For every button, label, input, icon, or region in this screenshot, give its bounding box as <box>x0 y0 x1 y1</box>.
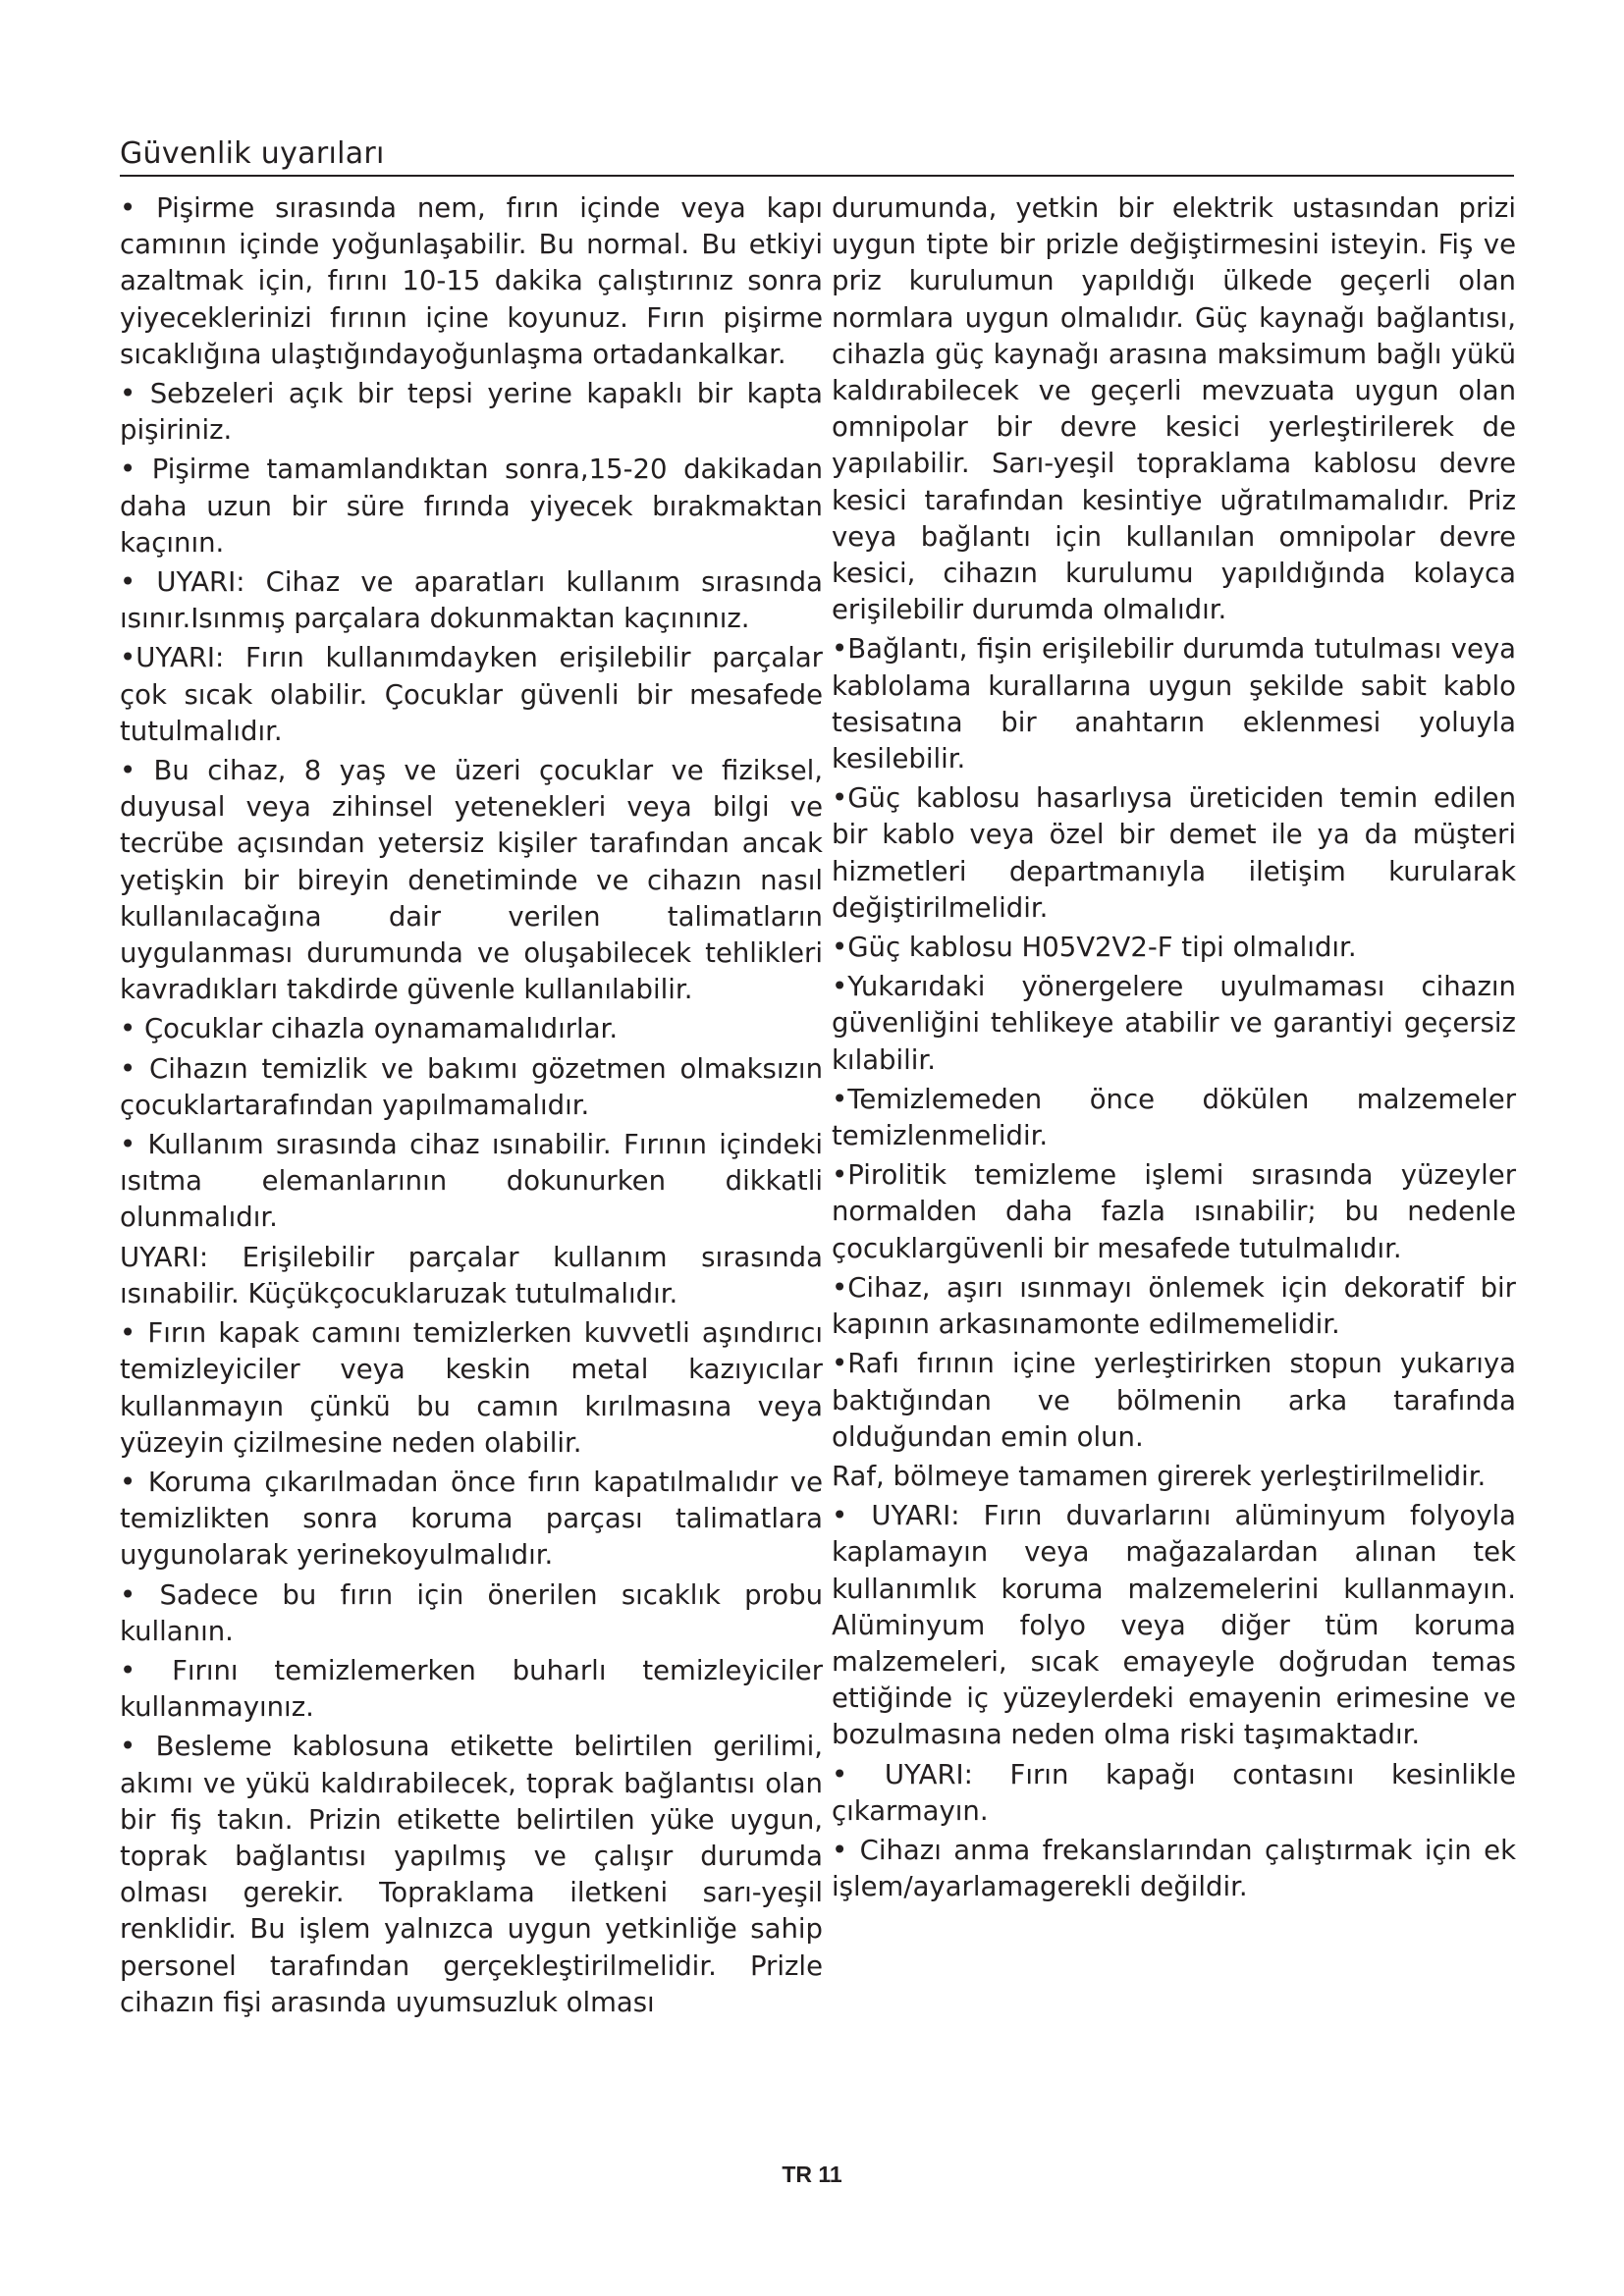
paragraph: • Sebzeleri açık bir tepsi yerine kapaklı bir kapta pişiriniz. <box>120 378 823 447</box>
paragraph: • Cihazı anma frekanslarından çalıştırmak için ek işlem/ayarlamagerekli değildir. <box>832 1834 1516 1903</box>
paragraph: •Temizlemeden önce dökülen malzemeler temizlenmelidir. <box>832 1083 1516 1152</box>
paragraph: • Koruma çıkarılmadan önce fırın kapatılmalıdır ve temizlikten sonra koruma parçası talimatlara uygunolarak yerinekoyulmalıdır. <box>120 1466 823 1572</box>
paragraph: •Rafı fırının içine yerleştirirken stopun yukarıya baktığından ve bölmenin arka tarafında olduğundan emin olun. <box>832 1348 1516 1453</box>
paragraph: •Yukarıdaki yönergelere uyulmaması cihazın güvenliğini tehlikeye atabilir ve garantiyi geçersiz kılabilir. <box>832 971 1516 1076</box>
paragraph: •UYARI: Fırın kullanımdayken erişilebilir parçalar çok sıcak olabilir. Çocuklar güvenli bir mesafede tutulmalıdır. <box>120 642 823 747</box>
section-title: Güvenlik uyarıları <box>120 136 385 171</box>
paragraph: •Pirolitik temizleme işlemi sırasında yüzeyler normalden daha fazla ısınabilir; bu nedenle çocuklargüvenli bir mesafede tutulmalıdır. <box>832 1159 1516 1264</box>
paragraph: •Bağlantı, fişin erişilebilir durumda tutulması veya kablolama kurallarına uygun şekilde sabit kablo tesisatına bir anahtarın eklenmesi yoluyla kesilebilir. <box>832 633 1516 775</box>
paragraph: •Güç kablosu H05V2V2-F tipi olmalıdır. <box>832 932 1357 964</box>
page-header <box>120 135 1514 177</box>
paragraph: durumunda, yetkin bir elektrik ustasından prizi uygun tipte bir prizle değiştirmesini isteyin. Fiş ve priz kurulumun yapıldığı ülkede geçerli olan normlara uygun olmalıdır. Güç kaynağı bağlantısı, cihazla güç kaynağı arasına maksimum bağlı yükü kaldırabilecek ve geçerli mevzuata uygun olan omnipolar bir devre kesici yerleştirilerek de yapılabilir. Sarı-yeşil topraklama kablosu devre kesici tarafından kesintiye uğratılmamalıdır. Priz veya bağlantı için kullanılan omnipolar devre kesici, cihazın kurulumu yapıldığında kolayca erişilebilir durumda olmalıdır. <box>832 192 1516 626</box>
paragraph: • Cihazın temizlik ve bakımı gözetmen olmaksızın çocuklartarafından yapılmamalıdır. <box>120 1052 823 1121</box>
right-column <box>832 190 1516 1908</box>
paragraph: • Kullanım sırasında cihaz ısınabilir. Fırının içindeki ısıtma elemanlarının dokunurken dikkatli olunmalıdır. <box>120 1129 823 1234</box>
paragraph: • Bu cihaz, 8 yaş ve üzeri çocuklar ve fiziksel, duyusal veya zihinsel yetenekleri veya bilgi ve tecrübe açısından yetersiz kişiler tarafından ancak yetişkin bir bireyin denetiminde ve cihazın nasıl kullanılacağına dair verilen talimatların uygulanması durumunda ve oluşabilecek tehlikleri kavradıkları takdirde güvenle kullanılabilir. <box>120 755 823 1006</box>
paragraph: • UYARI: Fırın kapağı contasını kesinlikle çıkarmayın. <box>832 1758 1516 1827</box>
paragraph: •Güç kablosu hasarlıysa üreticiden temin edilen bir kablo veya özel bir demet ile ya da müşteri hizmetleri departmanıyla iletişim kurularak değiştirilmelidir. <box>832 782 1516 924</box>
paragraph: UYARI: Erişilebilir parçalar kullanım sırasında ısınabilir. Küçükçocuklaruzak tutulmalıdır. <box>120 1241 823 1309</box>
paragraph: • Pişirme tamamlandıktan sonra,15-20 dakikadan daha uzun bir süre fırında yiyecek bırakmaktan kaçının. <box>120 454 823 559</box>
paragraph: •Cihaz, aşırı ısınmayı önlemek için dekoratif bir kapının arkasınamonte edilmemelidir. <box>832 1271 1516 1341</box>
paragraph: • Pişirme sırasında nem, fırın içinde veya kapı camının içinde yoğunlaşabilir. Bu normal. Bu etkiyi azaltmak için, fırını 10-15 dakika çalıştırınız sonra yiyeceklerinizi fırının içine koyunuz. Fırın pişirme sıcaklığına ulaştığındayoğunlaşma ortadankalkar. <box>120 192 823 370</box>
paragraph: Raf, bölmeye tamamen girerek yerleştirilmelidir. <box>832 1460 1487 1492</box>
paragraph: • Fırın kapak camını temizlerken kuvvetli aşındırıcı temizleyiciler veya keskin metal kazıyıcılar kullanmayın çünkü bu camın kırılmasına veya yüzeyin çizilmesine neden olabilir. <box>120 1317 823 1459</box>
paragraph: • Fırını temizlemerken buharlı temizleyiciler kullanmayınız. <box>120 1654 823 1724</box>
paragraph: • Çocuklar cihazla oynamamalıdırlar. <box>120 1013 619 1045</box>
paragraph: • Besleme kablosuna etikette belirtilen gerilimi, akımı ve yükü kaldırabilecek, toprak bağlantısı olan bir fiş takın. Prizin etikette belirtilen yüke uygun, toprak bağlantısı yapılmış ve çalışır durumda olması gerekir. Topraklama iletkeni sarı-yeşil renklidir. Bu işlem yalnızca uygun yetkinliğe sahip personel tarafından gerçekleştirilmelidir. Prizle cihazın fişi arasında uyumsuzluk olması <box>120 1731 823 2018</box>
paragraph: • UYARI: Fırın duvarlarını alüminyum folyoyla kaplamayın veya mağazalardan alınan tek kullanımlık koruma malzemelerini kullanmayın. Alüminyum folyo veya diğer tüm koruma malzemeleri, sıcak emayeyle doğrudan temas ettiğinde iç yüzeylerdeki emayenin erimesine ve bozulmasına neden olma riski taşımaktadır. <box>832 1500 1516 1751</box>
paragraph: • UYARI: Cihaz ve aparatları kullanım sırasında ısınır.Isınmış parçalara dokunmaktan kaçınınız. <box>120 566 823 635</box>
left-column <box>120 190 823 2024</box>
page-number: TR 11 <box>782 2162 842 2187</box>
paragraph: • Sadece bu fırın için önerilen sıcaklık probu kullanın. <box>120 1578 823 1647</box>
